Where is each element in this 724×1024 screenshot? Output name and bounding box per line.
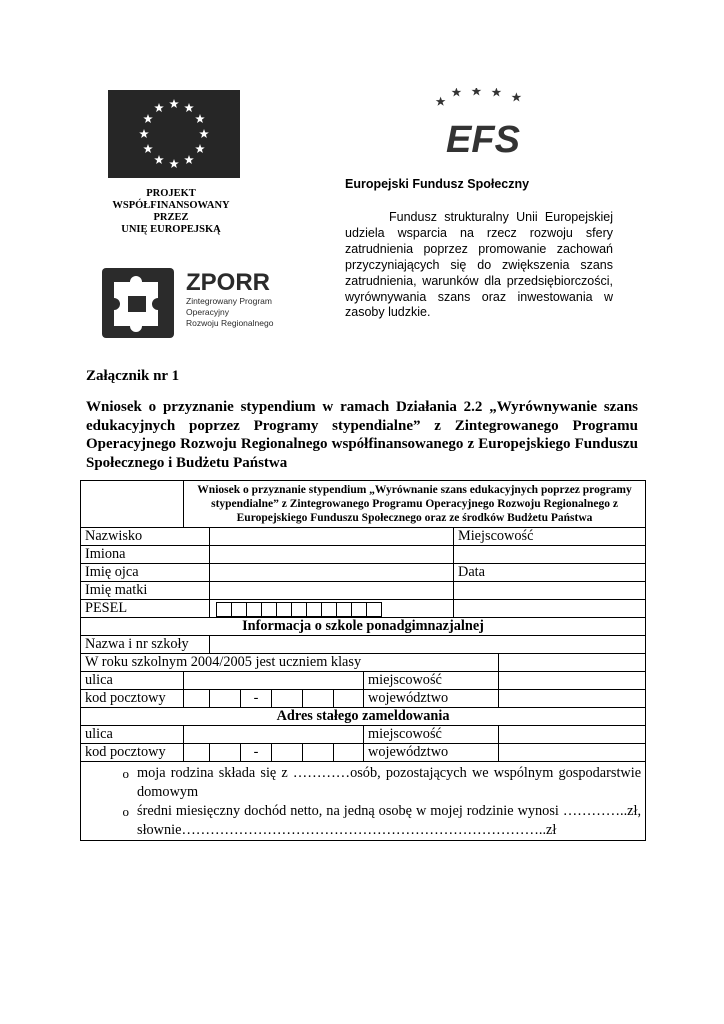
school-province-input[interactable] — [499, 690, 646, 708]
declarations — [81, 762, 646, 841]
school-name-input[interactable] — [210, 636, 646, 654]
efs-description-text: Fundusz strukturalny Unii Europejskiej udziela wsparcia na rzecz rozwoju sfery zatrudnienia poprzez promowanie zachowań przyczyniających się do zwiększenia szans zatrudnienia, warunków dla przedsiębiorczości, wyrównywania szans oraz inwestowania w zasoby ludzkie. — [345, 210, 613, 320]
postal-digit-box[interactable] — [184, 744, 210, 762]
pesel-digit-box[interactable] — [217, 602, 232, 617]
form-header-row — [81, 481, 646, 528]
school-section-title: Informacja o szkole ponadgimnazjalnej — [81, 618, 646, 636]
project-caption-line: PRZEZ — [153, 212, 189, 223]
school-street-label: ulica — [81, 672, 184, 690]
family-size-declaration — [81, 764, 641, 802]
pesel-input[interactable] — [210, 600, 454, 618]
bullet-circle-icon: o — [122, 766, 129, 781]
date-input[interactable] — [454, 582, 646, 600]
zporr-logo — [100, 262, 300, 342]
project-caption — [96, 188, 246, 236]
eu-star-icon — [169, 159, 179, 168]
pesel-digit-box[interactable] — [367, 602, 382, 617]
father-name-label: Imię ojca — [81, 564, 210, 582]
project-caption-line: PROJEKT — [146, 188, 196, 199]
eu-star-icon — [199, 129, 209, 138]
request-title: Wniosek o przyznanie stypendium w ramach Działania 2.2 „Wyrównywanie szans edukacyjnych poprzez Programy stypendialne” z Zintegrowanego Programu Operacyjnego Rozwoju Regionalnego współfinansowanego z Europejskiego Funduszu Społecznego i Budżetu Państwa — [86, 399, 638, 471]
postal-dash: - — [241, 744, 272, 762]
home-city-label: miejscowość — [364, 726, 499, 744]
form-row-school-postal — [81, 690, 646, 708]
first-names-input[interactable] — [210, 546, 454, 564]
school-name-label: Nazwa i nr szkoły — [81, 636, 210, 654]
postal-dash: - — [241, 690, 272, 708]
eu-star-icon — [154, 103, 164, 112]
form-row-home-street — [81, 726, 646, 744]
family-size-text: moja rodzina składa się z …………osób, pozostających we wspólnym gospodarstwie domowym — [137, 765, 642, 800]
form-row-home-postal — [81, 744, 646, 762]
eu-star-icon — [139, 129, 149, 138]
home-street-input[interactable] — [184, 726, 364, 744]
postal-digit-box[interactable] — [334, 690, 364, 708]
form-header-blank — [81, 481, 184, 528]
efs-mark: EFS — [446, 119, 520, 160]
pesel-label: PESEL — [81, 600, 210, 618]
form-header: Wniosek o przyznanie stypendium „Wyrównanie szans edukacyjnych poprzez programy stypendialne” z Zintegrowanego Programu Operacyjnego Rozwoju Regionalnego z Europejskiego Funduszu Społecznego oraz ze środków Budżetu Państwa — [184, 481, 646, 528]
address-section-title: Adres stałego zameldowania — [81, 708, 646, 726]
form-row-father — [81, 564, 646, 582]
zporr-subtitle-line: Operacyjny — [186, 307, 229, 317]
school-city-input[interactable] — [499, 672, 646, 690]
postal-digit-box[interactable] — [210, 690, 241, 708]
zporr-subtitle-line: Zintegrowany Program — [186, 296, 272, 306]
father-name-input[interactable] — [210, 564, 454, 582]
form-row-school-section — [81, 618, 646, 636]
school-city-label: miejscowość — [364, 672, 499, 690]
pesel-digit-box[interactable] — [292, 602, 307, 617]
form-row-declarations — [81, 762, 646, 841]
puzzle-icon — [102, 268, 174, 338]
date-label: Data — [454, 564, 646, 582]
home-postal-label: kod pocztowy — [81, 744, 184, 762]
eu-star-icon — [195, 114, 205, 123]
pesel-digit-box[interactable] — [337, 602, 352, 617]
school-province-label: województwo — [364, 690, 499, 708]
eu-star-icon — [169, 99, 179, 108]
attachment-title: Załącznik nr 1 — [86, 368, 180, 384]
home-city-input[interactable] — [499, 726, 646, 744]
postal-digit-box[interactable] — [334, 744, 364, 762]
form-row-school-year — [81, 654, 646, 672]
postal-digit-box[interactable] — [210, 744, 241, 762]
school-year-input[interactable] — [499, 654, 646, 672]
home-province-input[interactable] — [499, 744, 646, 762]
form-row-address-section — [81, 708, 646, 726]
school-postal-label: kod pocztowy — [81, 690, 184, 708]
application-form — [80, 480, 646, 841]
zporr-title: ZPORR — [186, 269, 270, 296]
postal-digit-box[interactable] — [272, 744, 303, 762]
eu-flag-logo — [108, 90, 240, 178]
form-row-school-name — [81, 636, 646, 654]
efs-logo — [428, 88, 538, 160]
mother-name-input[interactable] — [210, 582, 454, 600]
pesel-digit-box[interactable] — [307, 602, 322, 617]
postal-digit-box[interactable] — [272, 690, 303, 708]
form-row-mother — [81, 582, 646, 600]
eu-star-icon — [143, 114, 153, 123]
income-declaration — [81, 802, 641, 840]
zporr-subtitle-line: Rozwoju Regionalnego — [186, 318, 274, 328]
first-names-label: Imiona — [81, 546, 210, 564]
locality-label: Miejscowość — [454, 528, 646, 546]
pesel-blank — [454, 600, 646, 618]
postal-digit-box[interactable] — [303, 744, 334, 762]
eu-stars-icon — [108, 90, 240, 178]
pesel-digit-box[interactable] — [322, 602, 337, 617]
pesel-digit-box[interactable] — [232, 602, 247, 617]
eu-star-icon — [143, 144, 153, 153]
eu-star-icon — [184, 103, 194, 112]
mother-name-label: Imię matki — [81, 582, 210, 600]
eu-star-icon — [154, 155, 164, 164]
form-row-surname — [81, 528, 646, 546]
pesel-digit-box[interactable] — [352, 602, 367, 617]
project-caption-line: WSPÓŁFINANSOWANY — [112, 200, 230, 211]
efs-description — [345, 210, 613, 321]
home-street-label: ulica — [81, 726, 184, 744]
school-year-label: W roku szkolnym 2004/2005 jest uczniem klasy — [81, 654, 499, 672]
efs-stars-icon — [436, 88, 522, 106]
bullet-circle-icon: o — [122, 804, 129, 819]
surname-label: Nazwisko — [81, 528, 210, 546]
form-row-first-names — [81, 546, 646, 564]
school-street-input[interactable] — [184, 672, 364, 690]
surname-input[interactable] — [210, 528, 454, 546]
home-province-label: województwo — [364, 744, 499, 762]
pesel-digit-box[interactable] — [277, 602, 292, 617]
income-text: średni miesięczny dochód netto, na jedną osobę w mojej rodzinie wynosi …………..zł, słownie…………………………………………………………………..zł — [137, 803, 642, 838]
efs-heading: Europejski Fundusz Społeczny — [345, 177, 530, 191]
form-row-school-street — [81, 672, 646, 690]
pesel-digit-box[interactable] — [262, 602, 277, 617]
form-row-pesel — [81, 600, 646, 618]
pesel-boxes[interactable] — [216, 602, 453, 617]
locality-input[interactable] — [454, 546, 646, 564]
postal-digit-box[interactable] — [303, 690, 334, 708]
project-caption-line: UNIĘ EUROPEJSKĄ — [121, 224, 221, 235]
eu-star-icon — [184, 155, 194, 164]
pesel-digit-box[interactable] — [247, 602, 262, 617]
postal-digit-box[interactable] — [184, 690, 210, 708]
eu-star-icon — [195, 144, 205, 153]
